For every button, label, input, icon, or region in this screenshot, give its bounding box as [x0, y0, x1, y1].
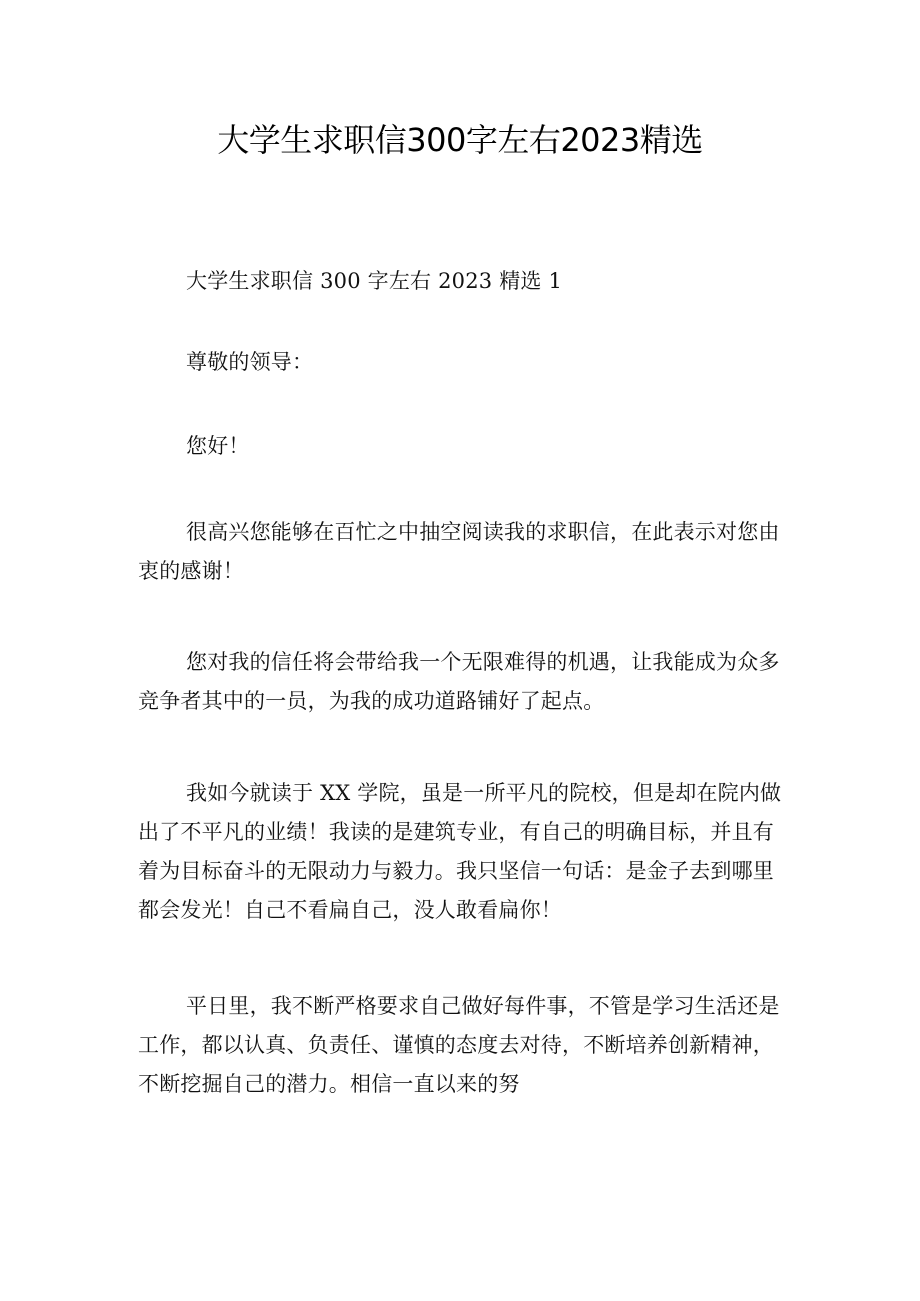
body-paragraph-4: 平日里，我不断严格要求自己做好每件事，不管是学习生活还是工作，都以认真、负责任、谨慎的态度去对待，不断培养创新精神，不断挖掘自己的潜力。相信一直以来的努 [138, 994, 780, 1096]
salutation: 尊敬的领导： [186, 350, 314, 374]
section-heading: 大学生求职信 300 字左右 2023 精选 1 [186, 269, 563, 293]
document-title: 大学生求职信300字左右2023精选 [217, 121, 703, 159]
body-paragraph-3: 我如今就读于 XX 学院，虽是一所平凡的院校，但是却在院内做出了不平凡的业绩！我读的是建筑专业，有自己的明确目标，并且有着为目标奋斗的无限动力与毅力。我只坚信一句话：是金子去到哪里都会发光！自己不看扁自己，没人敢看扁你！ [138, 781, 782, 922]
body-paragraph-1: 很高兴您能够在百忙之中抽空阅读我的求职信，在此表示对您由衷的感谢！ [138, 520, 780, 583]
body-paragraph-2: 您对我的信任将会带给我一个无限难得的机遇，让我能成为众多竞争者其中的一员，为我的成功道路铺好了起点。 [138, 650, 780, 713]
greeting: 您好！ [186, 434, 250, 458]
